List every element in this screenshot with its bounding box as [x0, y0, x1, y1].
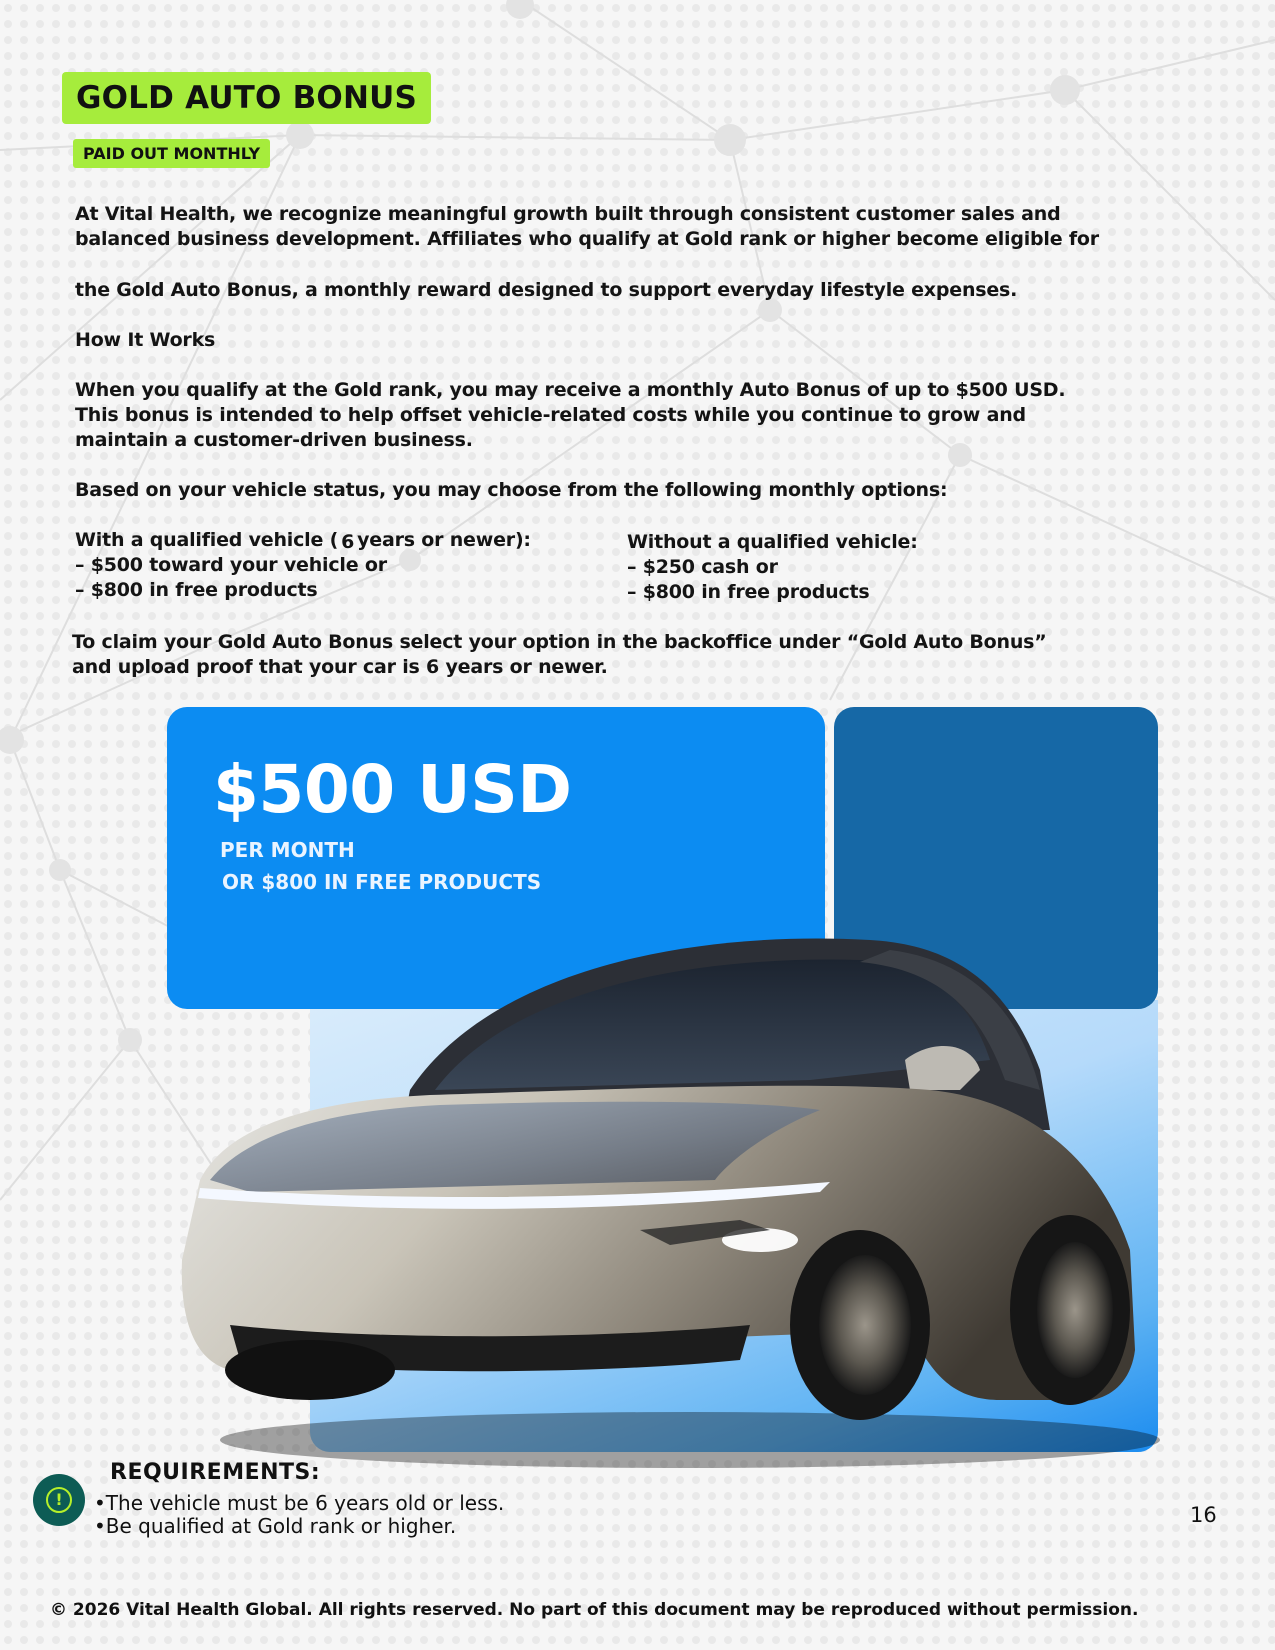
with-vehicle-option: – $500 toward your vehicle or	[75, 554, 387, 576]
page-number: 16	[1190, 1503, 1217, 1527]
bonus-alternative: OR $800 IN FREE PRODUCTS	[222, 870, 542, 894]
with-vehicle-options	[75, 528, 531, 603]
requirements-list	[94, 1492, 504, 1538]
page-title: GOLD AUTO BONUS	[62, 72, 431, 124]
with-vehicle-heading-num: 6	[341, 531, 355, 553]
requirements-title: REQUIREMENTS:	[110, 1460, 321, 1485]
claim-line: and upload proof that your car is 6 years or newer.	[72, 656, 608, 678]
alert-circle-icon: !	[33, 1474, 85, 1526]
payout-frequency-badge: PAID OUT MONTHLY	[73, 139, 270, 168]
options-intro-text: Based on your vehicle status, you may choose from the following monthly options:	[75, 479, 948, 501]
bonus-amount: $500 USD	[213, 751, 572, 828]
how-it-works-paragraph	[75, 378, 1215, 453]
copyright-footer: © 2026 Vital Health Global. All rights reserved. No part of this document may be reproduced without permission.	[50, 1600, 1139, 1620]
claim-line: To claim your Gold Auto Bonus select your option in the backoffice under “Gold Auto Bonus”	[72, 631, 1047, 653]
intro-paragraph	[75, 202, 1215, 252]
without-vehicle-option: – $250 cash or	[627, 556, 778, 578]
how-line: maintain a customer-driven business.	[75, 429, 473, 451]
requirement-item: •Be qualified at Gold rank or higher.	[94, 1514, 457, 1538]
intro-line: At Vital Health, we recognize meaningful growth built through consistent customer sales and	[75, 203, 1061, 225]
with-vehicle-heading-b: years or newer):	[357, 529, 531, 551]
with-vehicle-option: – $800 in free products	[75, 579, 318, 601]
with-vehicle-heading-a: With a qualified vehicle (	[75, 529, 339, 551]
car-image	[170, 930, 1170, 1490]
without-vehicle-option: – $800 in free products	[627, 581, 870, 603]
intro-paragraph-cont	[75, 278, 1215, 303]
bonus-frequency: PER MONTH	[220, 838, 355, 862]
without-vehicle-options	[627, 530, 918, 605]
how-line: When you qualify at the Gold rank, you may receive a monthly Auto Bonus of up to $500 USD.	[75, 379, 1066, 401]
how-heading-text: How It Works	[75, 329, 216, 351]
options-intro	[75, 478, 1215, 503]
without-vehicle-heading: Without a qualified vehicle:	[627, 531, 918, 553]
with-vehicle-heading	[75, 528, 531, 553]
claim-instructions	[72, 630, 1212, 680]
requirement-item: •The vehicle must be 6 years old or less.	[94, 1491, 505, 1515]
intro-line: balanced business development. Affiliates who qualify at Gold rank or higher become eligible for	[75, 228, 1099, 250]
intro-line: the Gold Auto Bonus, a monthly reward designed to support everyday lifestyle expenses.	[75, 279, 1018, 301]
how-it-works-heading	[75, 328, 1215, 353]
how-line: This bonus is intended to help offset vehicle-related costs while you continue to grow and	[75, 404, 1026, 426]
